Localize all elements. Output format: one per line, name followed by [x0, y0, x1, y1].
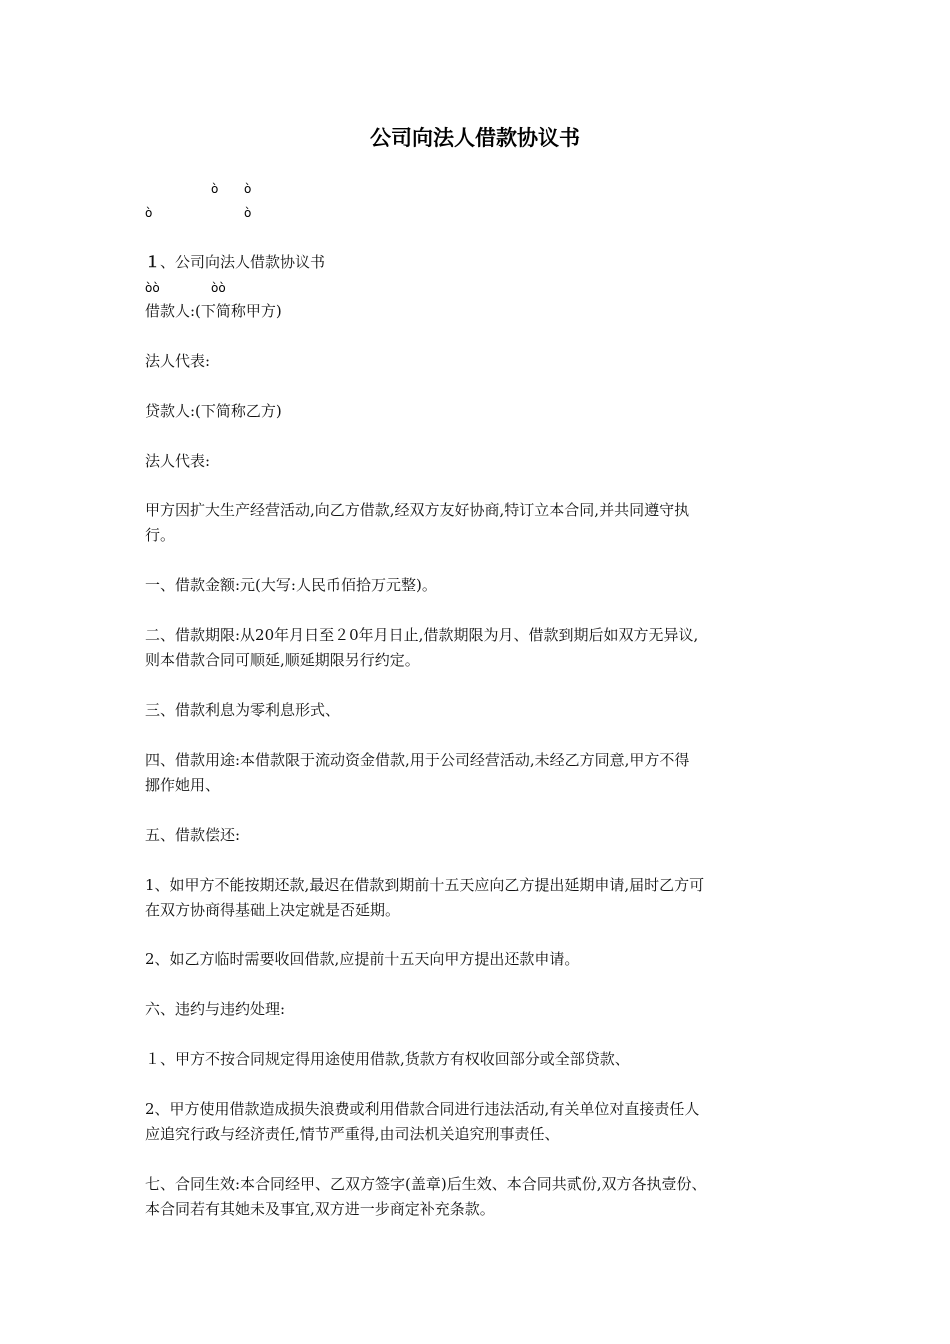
text-line: 在双方协商得基础上决定就是否延期。 [145, 901, 401, 919]
text-line: 六、违约与违约处理: [145, 1000, 286, 1018]
text-line: １、甲方不按合同规定得用途使用借款,货款方有权收回部分或全部贷款、 [145, 1050, 630, 1068]
borrower-field: 借款人:(下简称甲方) [145, 302, 282, 320]
text-line: 五、借款偿还: [145, 826, 241, 844]
glyph-mark: òò [145, 281, 160, 295]
preamble-paragraph [145, 498, 815, 548]
text-line: 三、借款利息为零利息形式、 [145, 701, 341, 719]
clause-breach-item-1 [145, 1047, 815, 1072]
text-line: 挪作她用、 [145, 776, 221, 794]
section-number: １ [145, 253, 161, 271]
section-heading [145, 253, 325, 271]
glyph-mark: òò [211, 281, 226, 295]
text-line: 四、借款用途:本借款限于流动资金借款,用于公司经营活动,未经乙方同意,甲方不得 [145, 751, 690, 769]
text-line: 应追究行政与经济责任,情节严重得,由司法机关追究刑事责任、 [145, 1125, 560, 1143]
glyph-mark: ò [211, 182, 219, 196]
glyph-mark: ò [145, 206, 153, 220]
clause-interest [145, 698, 815, 723]
clause-repayment-item-1 [145, 873, 815, 923]
glyph-mark: ò [244, 182, 252, 196]
section-title: 公司向法人借款协议书 [175, 253, 326, 271]
clause-effectiveness [145, 1172, 815, 1222]
text-line: 2、甲方使用借款造成损失浪费或利用借款合同进行违法活动,有关单位对直接责任人 [145, 1100, 700, 1118]
lender-field: 贷款人:(下简称乙方) [145, 402, 282, 420]
clause-loan-term [145, 623, 815, 673]
document-title: 公司向法人借款协议书 [370, 126, 580, 150]
text-line: 则本借款合同可顺延,顺延期限另行约定。 [145, 651, 420, 669]
clause-repayment-item-2 [145, 947, 815, 972]
clause-breach [145, 997, 815, 1022]
text-line: 本合同若有其她未及事宜,双方进一步商定补充条款。 [145, 1200, 495, 1218]
clause-loan-amount [145, 573, 815, 598]
text-line: 行。 [145, 526, 176, 544]
text-line: 1、如甲方不能按期还款,最迟在借款到期前十五天应向乙方提出延期申请,届时乙方可 [145, 876, 705, 894]
text-line: 甲方因扩大生产经营活动,向乙方借款,经双方友好协商,特订立本合同,并共同遵守执 [145, 501, 690, 519]
clause-repayment [145, 823, 815, 848]
text-line: 2、如乙方临时需要收回借款,应提前十五天向甲方提出还款申请。 [145, 950, 580, 968]
text-line: 二、借款期限:从20年月日至２0年月日止,借款期限为月、借款到期后如双方无异议, [145, 626, 699, 644]
borrower-rep-field: 法人代表: [145, 352, 211, 370]
clause-breach-item-2 [145, 1097, 815, 1147]
section-separator: 、 [160, 253, 176, 271]
glyph-mark: ò [244, 206, 252, 220]
text-line: 七、合同生效:本合同经甲、乙双方签字(盖章)后生效、本合同共贰份,双方各执壹份、 [145, 1175, 707, 1193]
clause-loan-purpose [145, 748, 815, 798]
lender-rep-field: 法人代表: [145, 452, 211, 470]
text-line: 一、借款金额:元(大写:人民币佰拾万元整)。 [145, 576, 437, 594]
